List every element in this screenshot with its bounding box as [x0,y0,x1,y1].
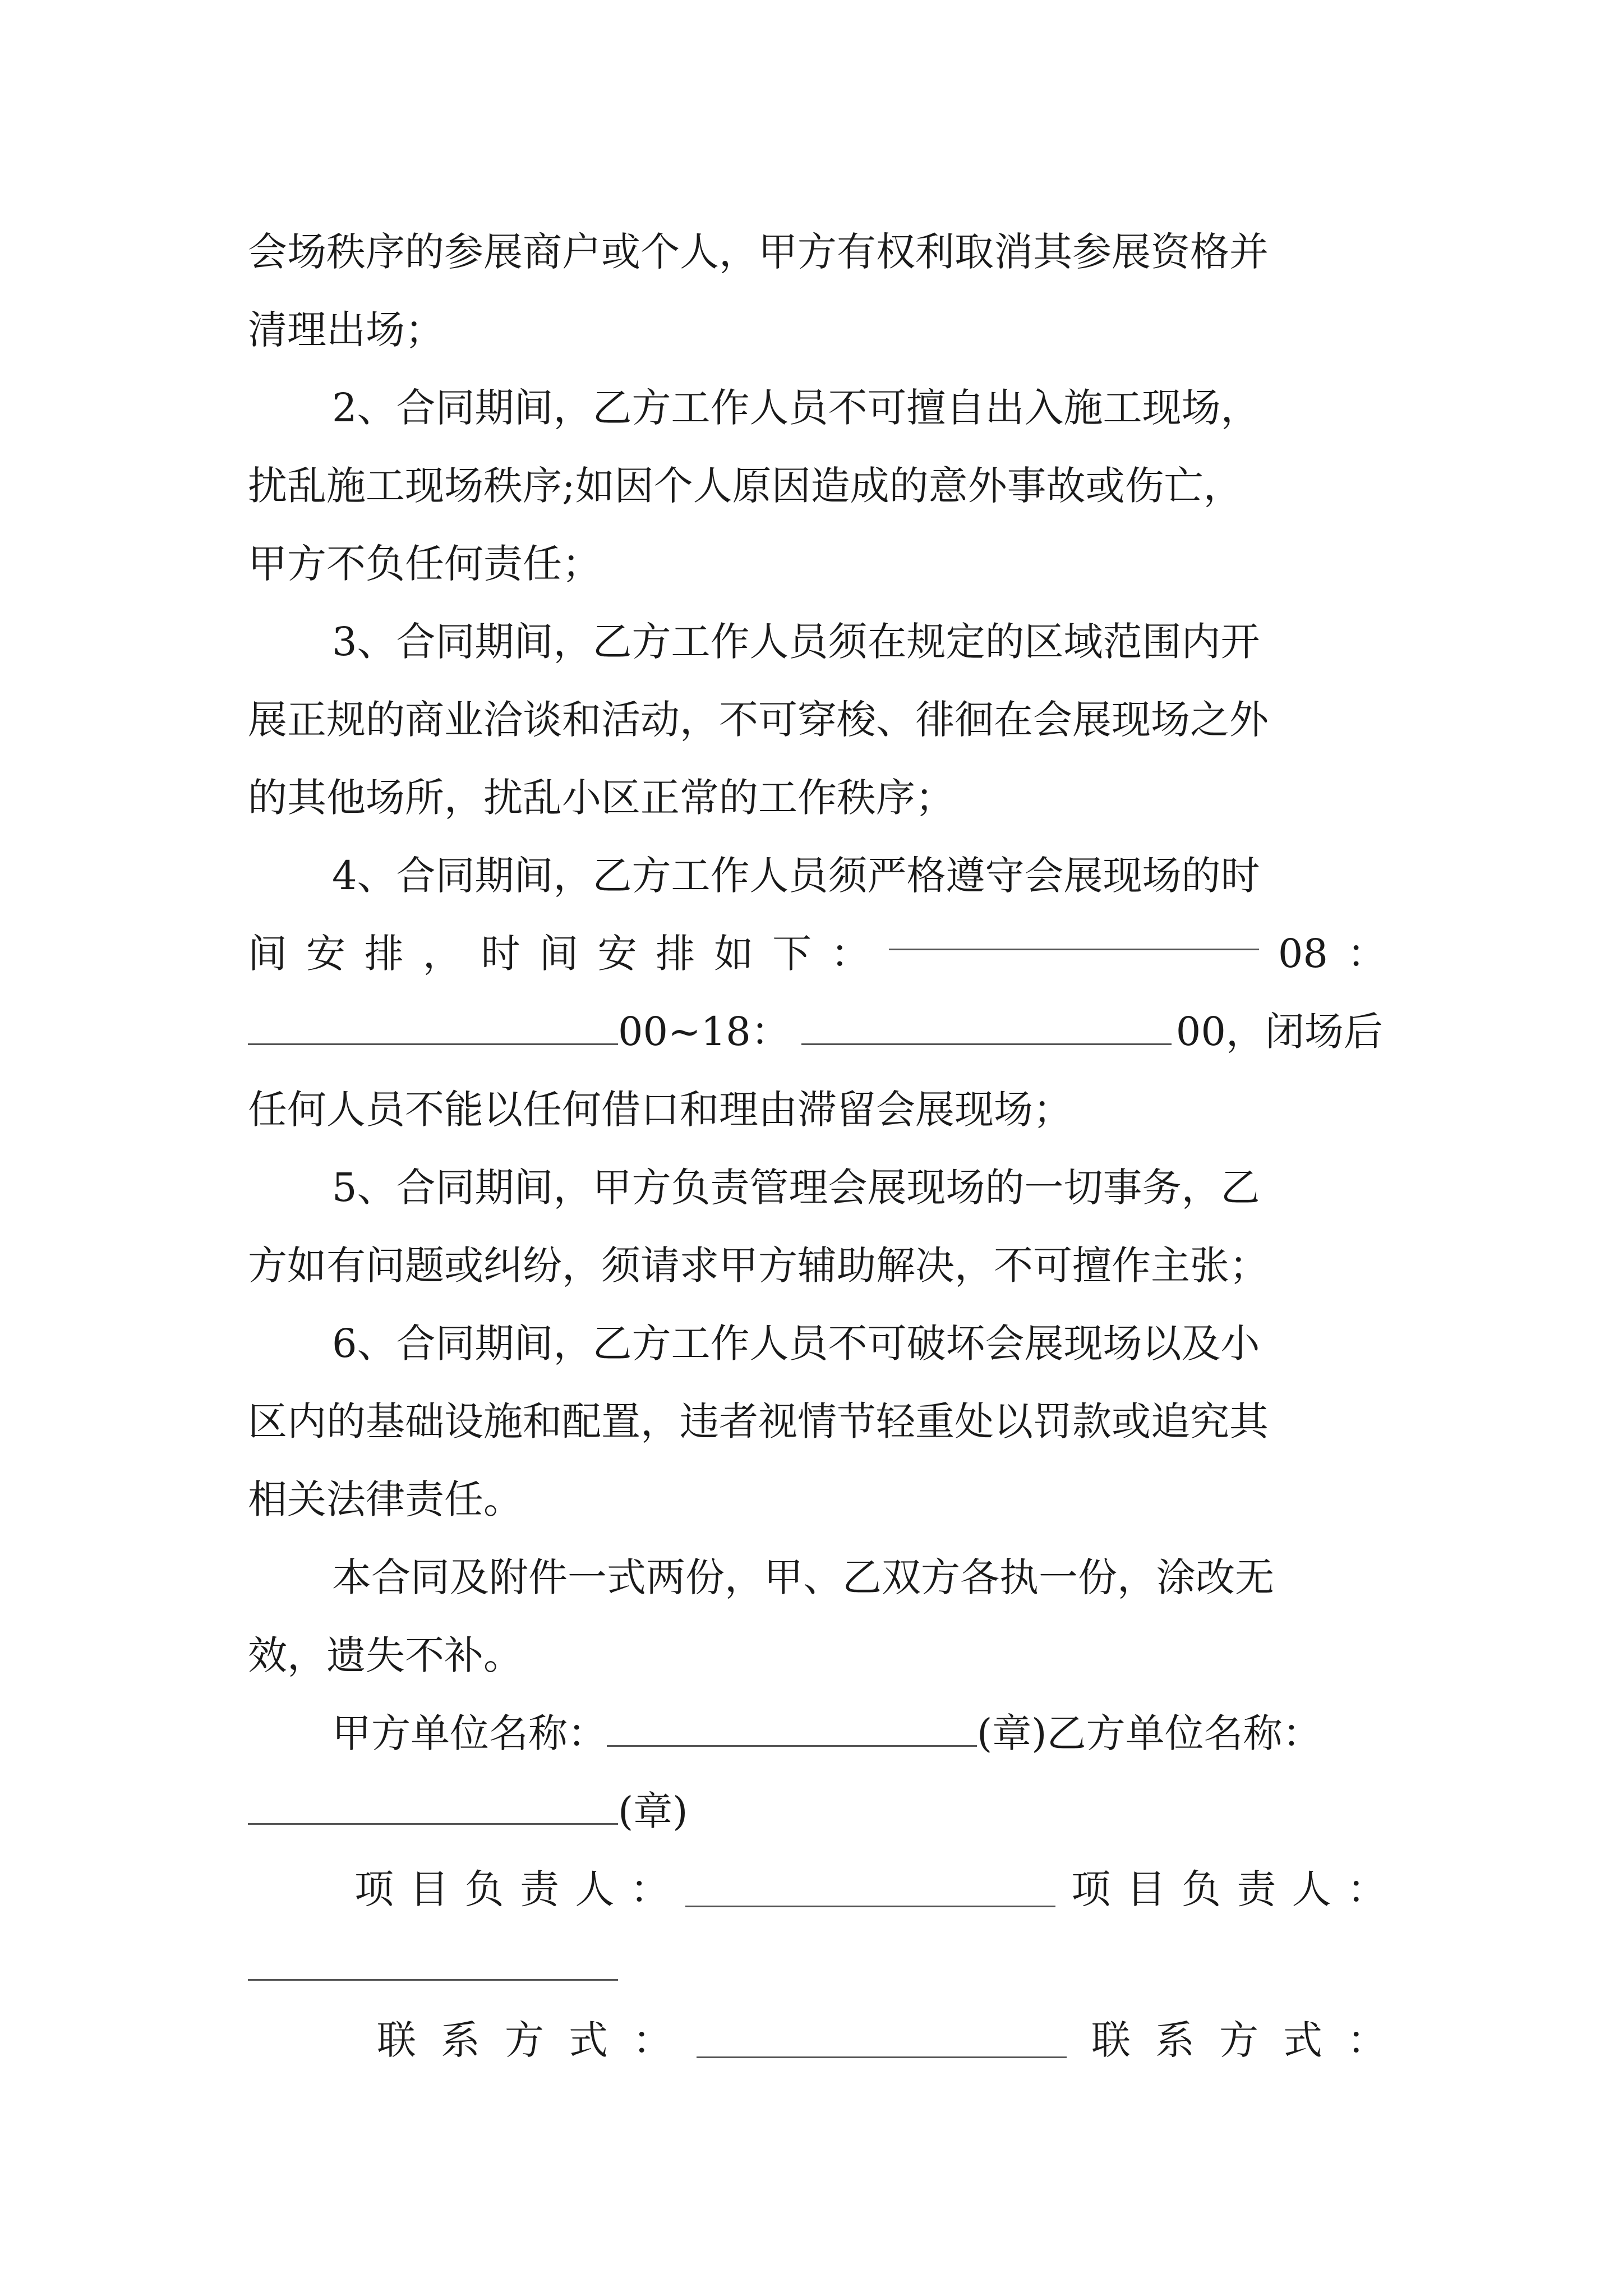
clause-text-line: 方如有问题或纠纷，须请求甲方辅助解决，不可擅作主张； [248,1243,1269,1289]
party-b-name-label: 乙方单位名称： [1046,1710,1322,1756]
clause-text-line: 扰乱施工现场秩序;如因个人原因造成的意外事故或伤亡， [248,463,1243,509]
clause-text-line: 甲方不负任何责任； [248,541,601,587]
party-a-lead-blank[interactable] [685,1872,1055,1907]
seal-b: (章) [618,1788,688,1834]
contact-line: 联 系 方 式 ： 联 系 方 式 ： [377,2017,1386,2063]
clause-text-line: 任何人员不能以任何借口和理由滞留会展现场； [248,1087,1072,1133]
clause-text-line: 会场秩序的参展商户或个人，甲方有权利取消其参展资格并 [248,229,1269,275]
contract-page [248,213,1386,2079]
party-name-line [248,1695,1386,1773]
schedule-line: 间 安 排 ， 时 间 安 排 如 下 ： 08 ： [248,915,1386,993]
clause-6-start: 6、合同期间，乙方工作人员不可破坏会展现场以及小 [332,1320,1260,1366]
clause-3-start: 3、合同期间，乙方工作人员须在规定的区域范围内开 [332,619,1260,665]
party-a-name-label: 甲方单位名称： [332,1710,607,1756]
blank-underline[interactable] [889,915,1259,950]
clause-text-line: 区内的基础设施和配置，违者视情节轻重处以罚款或追究其 [248,1398,1269,1444]
clause-text-line: 效，遗失不补。 [248,1632,523,1678]
clause-text-line: 清理出场； [248,307,444,353]
party-b-name-line [248,1773,1386,1851]
clause-4-start: 4、合同期间，乙方工作人员须严格遵守会展现场的时 [332,853,1260,899]
clause-text-line: 相关法律责任。 [248,1476,523,1522]
clause-2-start: 2、合同期间，乙方工作人员不可擅自出入施工现场， [332,385,1260,431]
blank-underline[interactable] [248,1010,618,1045]
party-a-contact-blank[interactable] [697,2023,1067,2058]
copies-clause: 本合同及附件一式两份，甲、乙双方各执一份，涂改无 [332,1554,1274,1600]
schedule-line-2: 00~18： 00，闭场后 [248,993,1386,1071]
clause-5-start: 5、合同期间，甲方负责管理会展现场的一切事务，乙 [332,1165,1260,1211]
seal-a: (章) [977,1710,1047,1756]
project-lead-line: 项 目 负 责 人 ： 项 目 负 责 人 ： [354,1866,1386,1912]
party-b-name-blank[interactable] [248,1789,618,1825]
party-b-lead-line [248,1929,1386,2001]
party-b-lead-blank[interactable] [248,1945,618,1981]
clause-text-line: 的其他场所，扰乱小区正常的工作秩序； [248,775,955,821]
clause-text-line: 展正规的商业洽谈和活动，不可穿梭、徘徊在会展现场之外 [248,697,1269,743]
party-a-name-blank[interactable] [607,1711,977,1747]
blank-underline[interactable] [801,1010,1172,1045]
